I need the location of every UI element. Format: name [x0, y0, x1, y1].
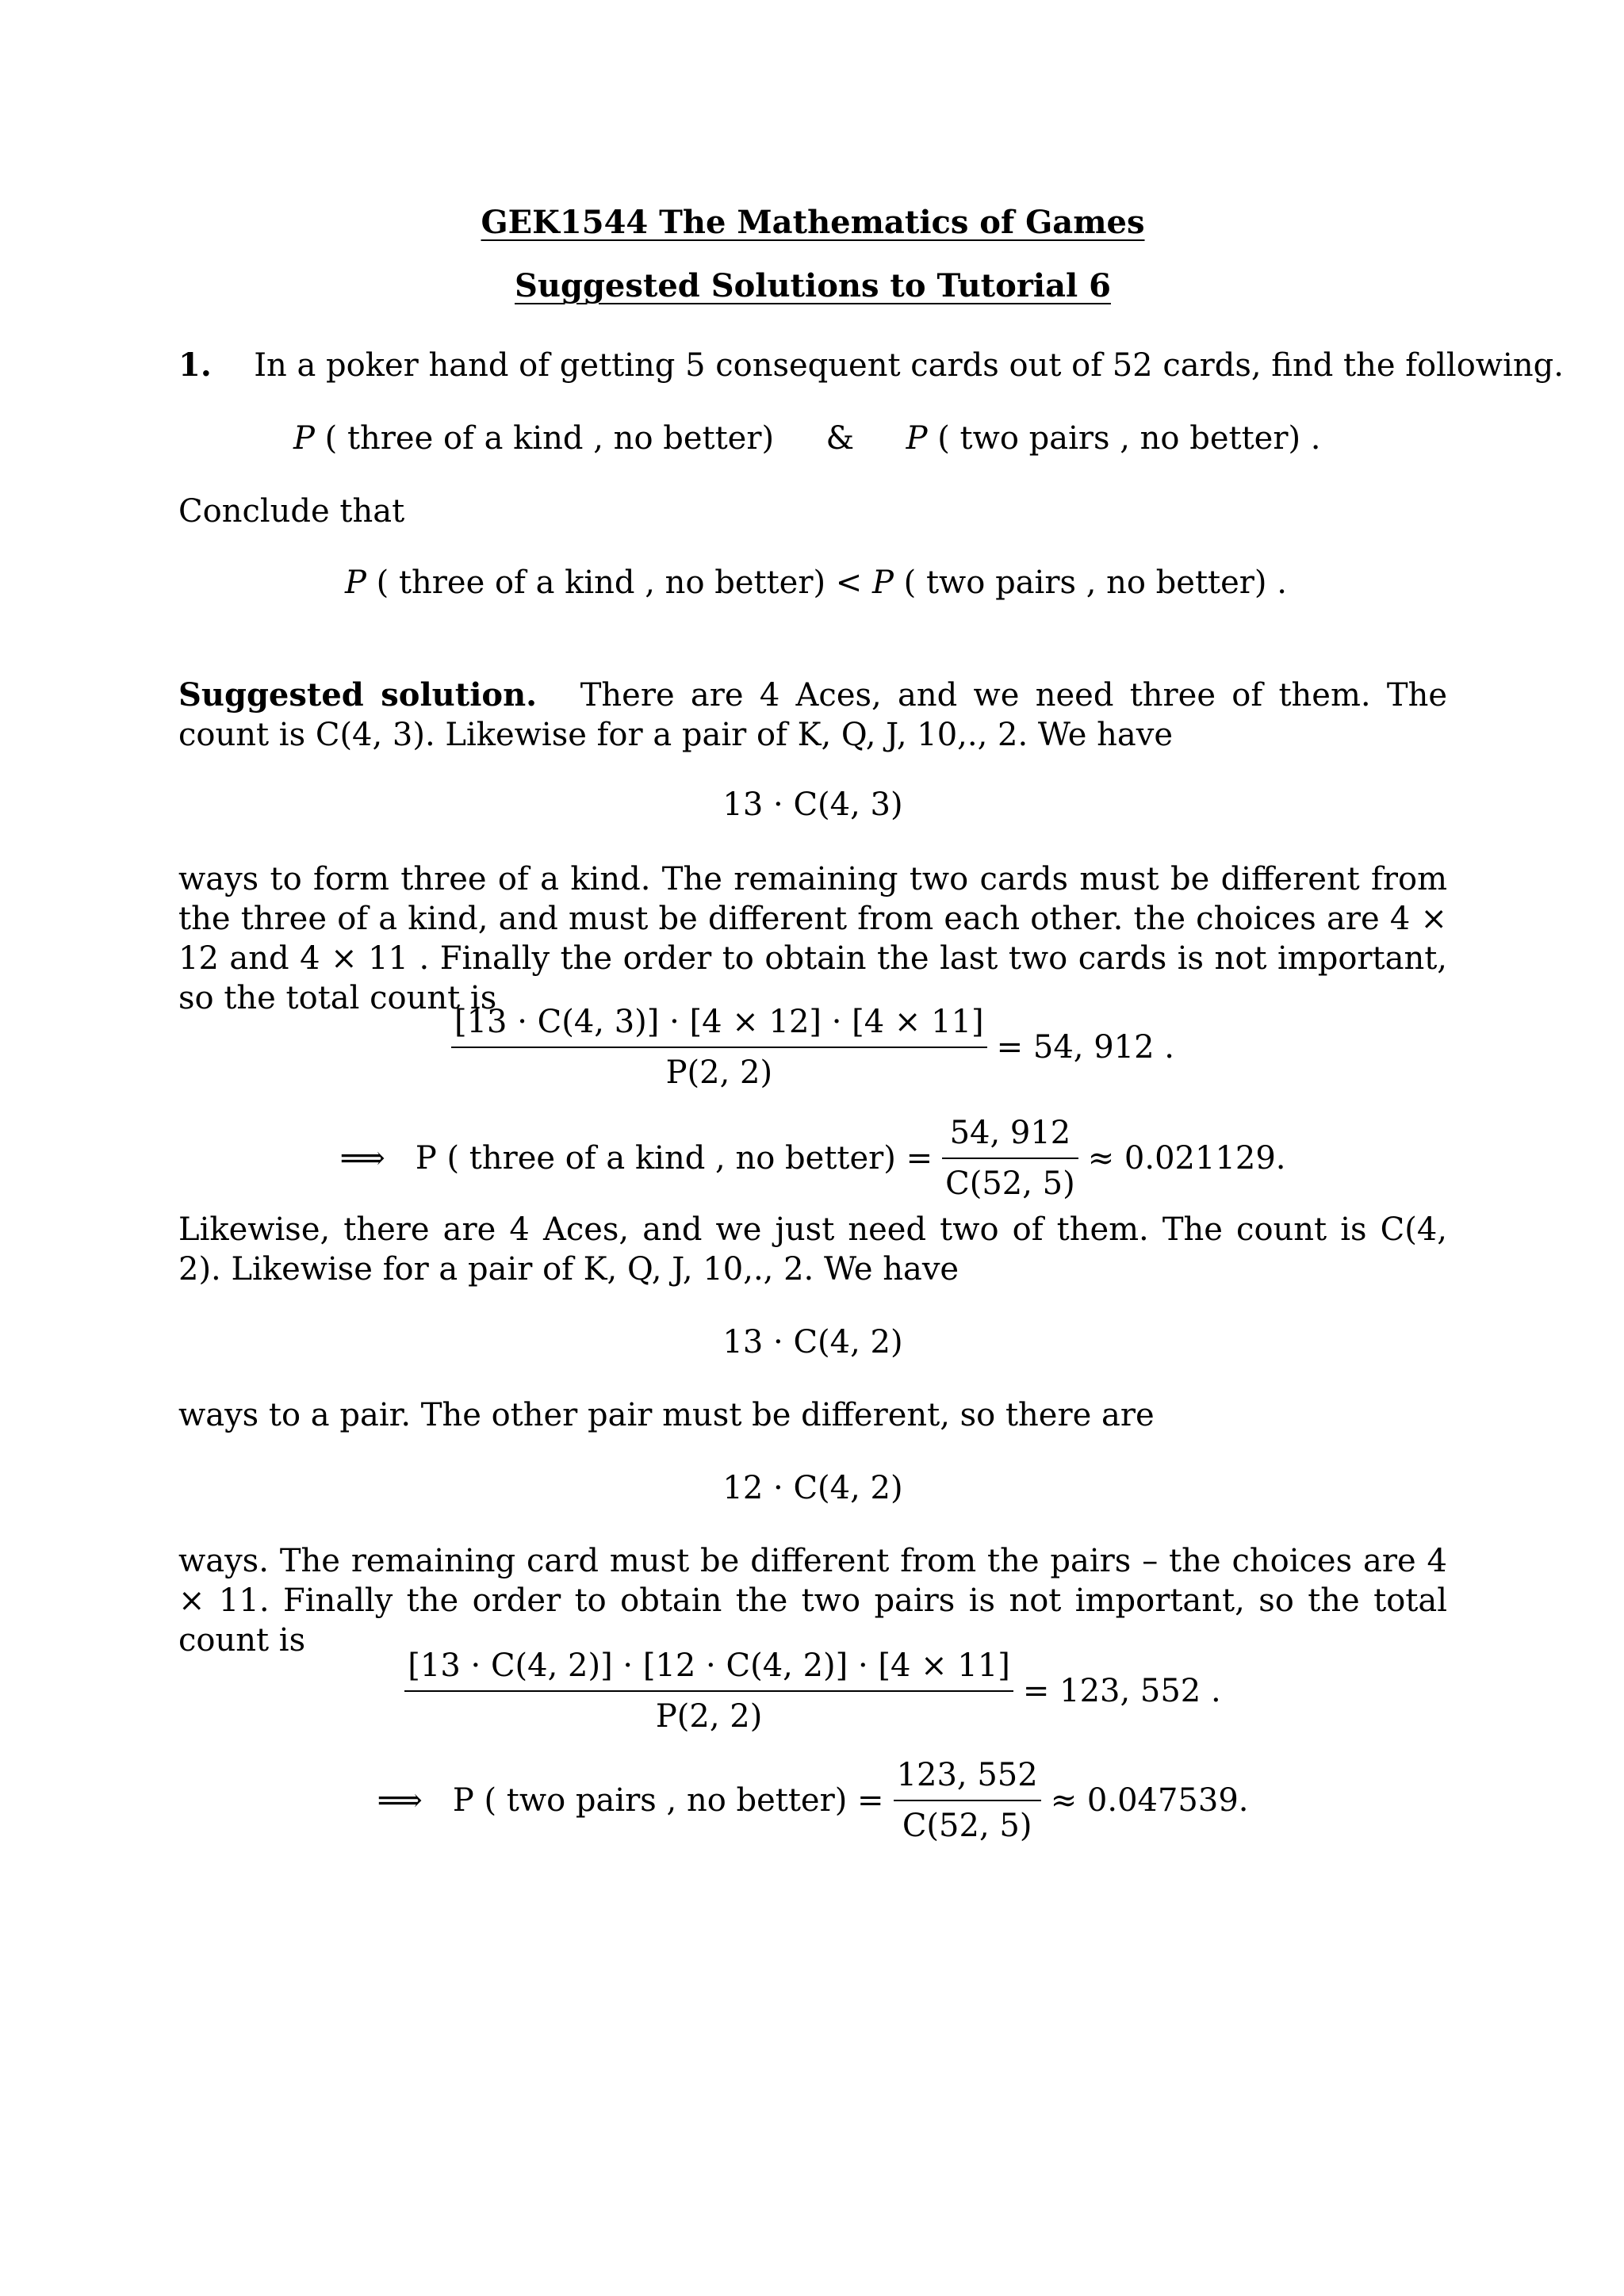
prob1-result: ≈ 0.021129. [1087, 1140, 1286, 1177]
fraction-2 [404, 1646, 1013, 1736]
question-text: In a poker hand of getting 5 consequent cards out of 52 cards, find the following. [254, 347, 1564, 384]
equation-13-c43: 13 · C(4, 3) [722, 786, 903, 823]
equation-13-c42: 13 · C(4, 2) [722, 1324, 903, 1360]
display2-left-symbol: P [345, 564, 366, 601]
prob1-numerator: 54, 912 [942, 1113, 1078, 1159]
prob2-fraction [894, 1755, 1041, 1846]
display1-left-args: ( three of a kind , no better) [324, 420, 775, 457]
solution-paragraph-4: ways to a pair. The other pair must be different, so there are [178, 1397, 1155, 1433]
prob1-denominator: C(52, 5) [945, 1165, 1075, 1202]
prob2-lhs: P ( two pairs , no better) = [452, 1782, 884, 1819]
fraction-1-denominator: P(2, 2) [665, 1054, 773, 1091]
prob1-lhs: P ( three of a kind , no better) = [415, 1140, 933, 1177]
implies-symbol: ⟹ [339, 1140, 385, 1177]
prob1-fraction [942, 1113, 1078, 1203]
fraction-count-two-pairs [178, 1646, 1447, 1736]
display1-left-symbol: P [293, 420, 315, 457]
document-page [178, 0, 1564, 2296]
display1-ampersand: & [825, 420, 855, 457]
page-subtitle: Suggested Solutions to Tutorial 6 [515, 267, 1111, 304]
display2-right-symbol: P [872, 564, 894, 601]
display1-right-symbol: P [906, 420, 928, 457]
question-number: 1. [178, 346, 212, 384]
probability-two-pairs [178, 1755, 1447, 1846]
solution-paragraph-1 [178, 675, 1447, 755]
conclude-text: Conclude that [178, 493, 405, 530]
solution-paragraph-5: ways. The remaining card must be different from the pairs – the choices are 4 × 11. Finally the order to obtain the two pairs is not important, so the total count is [178, 1543, 1447, 1659]
fraction-2-denominator: P(2, 2) [655, 1698, 763, 1735]
solution-label: Suggested solution. [178, 676, 538, 714]
solution-paragraph-3: Likewise, there are 4 Aces, and we just need two of them. The count is C(4, 2). Likewise for a pair of K, Q, J, 10,., 2. We have [178, 1211, 1447, 1288]
prob2-numerator: 123, 552 [894, 1755, 1041, 1801]
equation-12-c42: 12 · C(4, 2) [722, 1470, 903, 1506]
solution-p1: There are 4 Aces, and we need three of them. The count is C(4, 3). Likewise for a pair of K, Q, J, 10,., 2. We have [178, 677, 1448, 753]
question-1 [178, 346, 1564, 385]
display2-right-args: ( two pairs , no better) . [903, 564, 1287, 601]
fraction-count-three-of-kind [178, 1002, 1447, 1093]
fraction-2-result: = 123, 552 . [1022, 1673, 1221, 1709]
fraction-1-result: = 54, 912 . [996, 1029, 1175, 1066]
display-probabilities [293, 419, 1320, 458]
solution-paragraph-2: ways to form three of a kind. The remaining two cards must be different from the three of a kind, and must be different from each other. the choices are 4 × 12 and 4 × 11 . Finally the order to obtain the last two cards is not important, so the total count is [178, 861, 1447, 1016]
display2-left-args: ( three of a kind , no better) < [376, 564, 863, 601]
fraction-1 [451, 1002, 987, 1093]
display-inequality [345, 563, 1287, 603]
fraction-1-numerator: [13 · C(4, 3)] · [4 × 12] · [4 × 11] [451, 1002, 987, 1048]
implies-symbol-2: ⟹ [377, 1782, 423, 1819]
display1-right-args: ( two pairs , no better) . [937, 420, 1321, 457]
prob2-denominator: C(52, 5) [902, 1808, 1032, 1844]
probability-three-of-kind [178, 1113, 1447, 1203]
prob2-result: ≈ 0.047539. [1050, 1782, 1249, 1819]
fraction-2-numerator: [13 · C(4, 2)] · [12 · C(4, 2)] · [4 × 11] [404, 1646, 1013, 1692]
course-title: GEK1544 The Mathematics of Games [481, 204, 1145, 241]
